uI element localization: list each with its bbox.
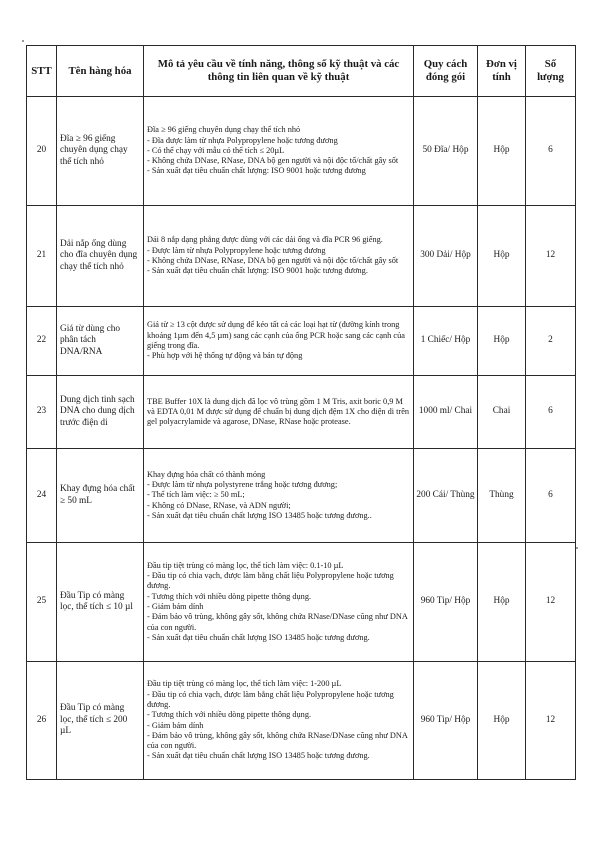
table-row <box>27 449 576 543</box>
row-description-text: Khay đựng hóa chất có thành mỏng - Được làm từ nhựa polystyrene trắng hoặc tương đương; - Thể tích làm việc: ≥ 50 mL; - Không có DNase, RNase, và ADN người; - Sản xuất đạt tiêu chuẩn chất lượng ISO 13485 hoặc tương đương.. <box>147 469 372 520</box>
row-quantity: 12 <box>526 543 576 662</box>
row-description <box>144 307 414 376</box>
row-packaging: 960 Tip/ Hộp <box>414 543 478 662</box>
row-description-text: Đầu tip tiệt trùng có màng lọc, thể tích làm việc: 1-200 µL - Đầu tip có chia vạch, được làm bằng chất liệu Polypropylene hoặc tương đương. - Tương thích với nhiều dòng pipette thông dụng. - Giảm bám dính - Đảm bảo vô trùng, không gây sốt, không chứa RNase/DNase cũng như DNA của con người. - Sản xuất đạt tiêu chuẩn chất lượng ISO 13485 hoặc tương đương. <box>147 679 408 761</box>
row-description-text: Giá từ ≥ 13 cột được sử dụng để kéo tất cả các loại hạt từ (đường kính trong khoảng 1µm đến 4,5 µm) sang các cạnh của ống PCR hoặc sang các cạnh của giếng trong đĩa. - Phù hợp với hệ thống tự động và bán tự động <box>147 320 405 361</box>
row-description-text: Đĩa ≥ 96 giếng chuyên dụng chạy thể tích nhỏ - Đĩa được làm từ nhựa Polypropylene hoặc tương đương - Có thể chạy với mẫu có thể tích ≤ 20µL - Không chứa DNase, RNase, DNA bộ gen người và nội độc tố/chất gây sốt - Sản xuất đạt tiêu chuẩn chất lượng: ISO 9001 hoặc tương đương <box>147 125 399 176</box>
row-quantity: 6 <box>526 376 576 449</box>
row-unit: Hộp <box>478 307 526 376</box>
row-unit: Hộp <box>478 662 526 780</box>
table-row <box>27 662 576 780</box>
row-quantity: 12 <box>526 206 576 307</box>
table-row <box>27 543 576 662</box>
row-unit: Hộp <box>478 97 526 206</box>
row-description <box>144 449 414 543</box>
header-name: Tên hàng hóa <box>57 46 144 97</box>
row-item-name: Khay đựng hóa chất ≥ 50 mL <box>57 449 144 543</box>
row-item-name: Đầu Tip có màng lọc, thể tích ≤ 10 µl <box>57 543 144 662</box>
row-unit: Hộp <box>478 206 526 307</box>
scan-speck <box>22 40 24 42</box>
table-row <box>27 206 576 307</box>
row-description <box>144 97 414 206</box>
row-packaging: 1 Chiếc/ Hộp <box>414 307 478 376</box>
row-packaging: 1000 ml/ Chai <box>414 376 478 449</box>
row-stt: 20 <box>27 97 57 206</box>
row-packaging: 50 Đĩa/ Hộp <box>414 97 478 206</box>
row-quantity: 6 <box>526 97 576 206</box>
row-stt: 22 <box>27 307 57 376</box>
row-quantity: 6 <box>526 449 576 543</box>
row-description-text: Đầu tip tiệt trùng có màng lọc, thể tích làm việc: 0.1-10 µL - Đầu tip có chia vạch, được làm bằng chất liệu Polypropylene hoặc tương đương. - Tương thích với nhiều dòng pipette thông dụng. - Giảm bám dính - Đảm bảo vô trùng, không gây sốt, không chứa RNase/DNase cũng như DNA của con người. - Sản xuất đạt tiêu chuẩn chất lượng ISO 13485 hoặc tương đương. <box>147 560 408 642</box>
row-item-name: Dải nắp ống dùng cho đĩa chuyên dụng chạy thể tích nhỏ <box>57 206 144 307</box>
row-unit: Hộp <box>478 543 526 662</box>
row-description <box>144 662 414 780</box>
row-item-name: Đĩa ≥ 96 giếng chuyên dụng chạy thể tích nhỏ <box>57 97 144 206</box>
row-stt: 25 <box>27 543 57 662</box>
table-row <box>27 97 576 206</box>
row-description-text: TBE Buffer 10X là dung dịch đã lọc vô trùng gồm 1 M Tris, axit boric 0,9 M và EDTA 0,01 M được sử dụng để chuẩn bị dung dịch đệm 1X cho điện di trên gel polyacrylamide và agarose, DNase, RNase hoặc protease. <box>147 396 412 427</box>
row-description <box>144 543 414 662</box>
row-description <box>144 376 414 449</box>
header-description: Mô tả yêu cầu về tính năng, thông số kỹ thuật và các thông tin liên quan về kỹ thuật <box>144 46 414 97</box>
row-item-name: Giá từ dùng cho phân tách DNA/RNA <box>57 307 144 376</box>
row-stt: 24 <box>27 449 57 543</box>
header-unit: Đơn vị tính <box>478 46 526 97</box>
row-item-name: Đầu Tip có màng lọc, thể tích ≤ 200 µL <box>57 662 144 780</box>
row-stt: 23 <box>27 376 57 449</box>
table-row <box>27 307 576 376</box>
row-packaging: 960 Tip/ Hộp <box>414 662 478 780</box>
header-quantity: Số lượng <box>526 46 576 97</box>
row-quantity: 2 <box>526 307 576 376</box>
table-row <box>27 376 576 449</box>
row-packaging: 300 Dải/ Hộp <box>414 206 478 307</box>
header-stt: STT <box>27 46 57 97</box>
row-stt: 26 <box>27 662 57 780</box>
row-description-text: Dải 8 nắp dạng phẳng được dùng với các dải ống và đĩa PCR 96 giếng. - Được làm từ nhựa Polypropylene hoặc tương đương - Không chứa DNase, RNase, DNA bộ gen người và nội độc tố/chất gây sốt - Sản xuất đạt tiêu chuẩn chất lượng: ISO 9001 hoặc tương đương. <box>147 235 399 276</box>
row-unit: Thùng <box>478 449 526 543</box>
table-header-row <box>27 46 576 97</box>
scan-speck <box>576 547 578 549</box>
specification-table <box>26 45 576 780</box>
row-packaging: 200 Cái/ Thùng <box>414 449 478 543</box>
row-unit: Chai <box>478 376 526 449</box>
row-stt: 21 <box>27 206 57 307</box>
row-quantity: 12 <box>526 662 576 780</box>
header-packaging: Quy cách đóng gói <box>414 46 478 97</box>
row-description <box>144 206 414 307</box>
row-item-name: Dung dịch tinh sạch DNA cho dung dịch trước điện di <box>57 376 144 449</box>
